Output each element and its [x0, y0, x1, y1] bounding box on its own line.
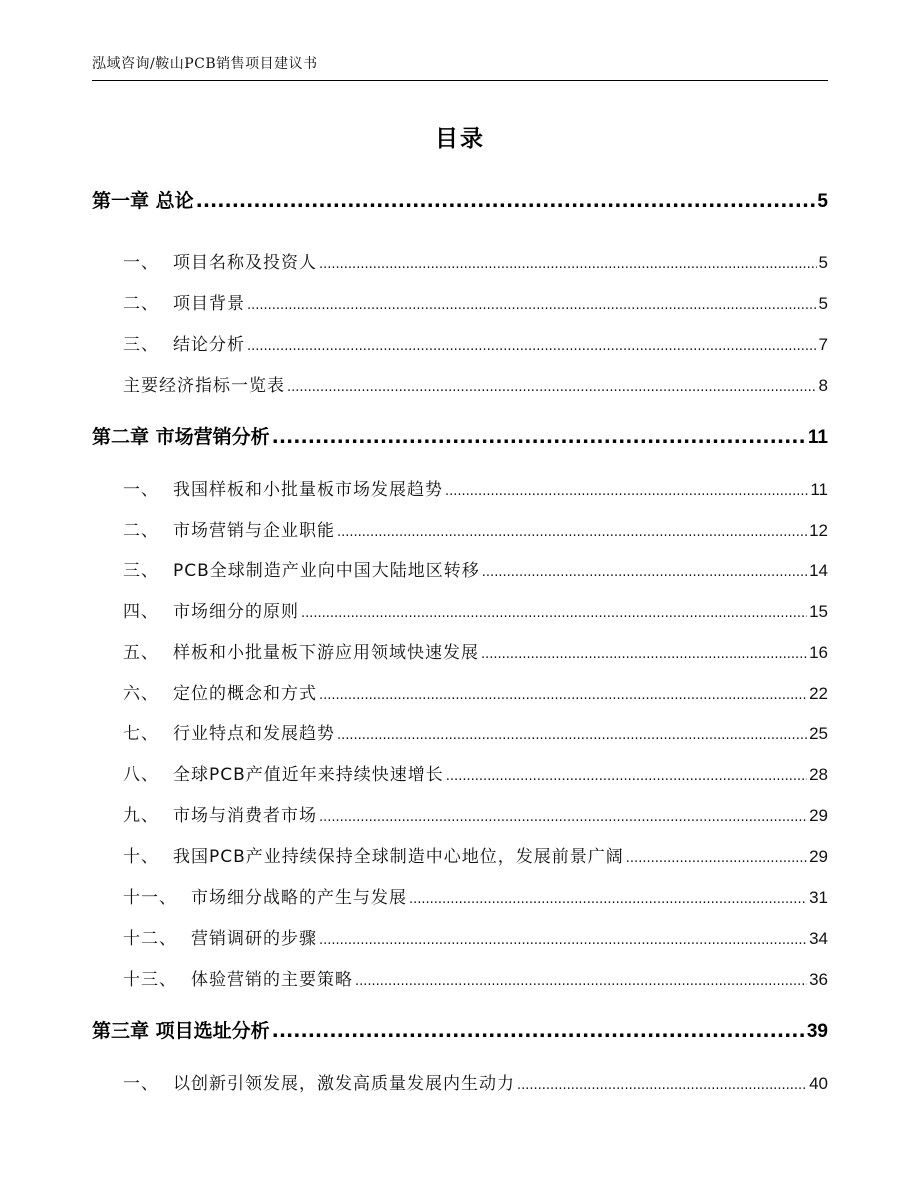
toc-section-entry[interactable]	[123, 556, 828, 581]
toc-entry-title: 结论分析	[173, 335, 245, 355]
toc-entry-number: 二、	[123, 294, 159, 314]
toc-page-number: 39	[806, 1021, 828, 1042]
toc-entry-title: 市场与消费者市场	[173, 806, 317, 826]
toc-entry-text	[123, 556, 480, 581]
toc-dot-leader	[247, 339, 817, 354]
toc-entry-number: 八、	[123, 765, 159, 785]
toc-entry-text	[123, 638, 479, 663]
toc-entry-text	[123, 289, 245, 314]
toc-dot-leader	[445, 484, 808, 499]
toc-page-number: 29	[809, 847, 828, 866]
toc-entry-text	[92, 186, 194, 213]
toc-section-entry[interactable]	[123, 842, 828, 867]
toc-entry-number: 四、	[123, 602, 159, 622]
toc-dot-leader	[355, 974, 807, 989]
toc-entry-title: 定位的概念和方式	[173, 684, 317, 704]
toc-entry-text	[123, 1069, 515, 1094]
toc-entry-text	[92, 1016, 270, 1043]
toc-entry-number: 一、	[123, 480, 159, 500]
toc-dot-leader	[196, 190, 816, 212]
toc-section-entry[interactable]	[123, 475, 828, 500]
toc-section-entry[interactable]	[123, 330, 828, 355]
toc-section-entry[interactable]	[123, 597, 828, 622]
toc-section-entry[interactable]	[123, 1069, 828, 1094]
toc-page-number: 34	[809, 929, 828, 948]
toc-entry-text	[123, 248, 317, 273]
toc-entry-number: 二、	[123, 521, 159, 541]
toc-entry-text	[92, 422, 270, 449]
toc-entry-text	[123, 371, 285, 396]
toc-page-number: 29	[809, 806, 828, 825]
toc-page-number: 25	[809, 724, 828, 743]
toc-page-number: 12	[809, 521, 828, 540]
toc-entry-number: 五、	[123, 643, 159, 663]
toc-entry-text	[123, 516, 335, 541]
running-header: 泓域咨询/鞍山PCB销售项目建议书	[92, 56, 318, 72]
toc-dot-leader	[446, 769, 807, 784]
toc-entry-title: 体验营销的主要策略	[191, 970, 353, 990]
toc-page-number: 15	[809, 602, 828, 621]
toc-entry-title: 以创新引领发展，激发高质量发展内生动力	[173, 1074, 515, 1094]
toc-page-number: 40	[809, 1074, 828, 1093]
toc-section-entry[interactable]	[123, 679, 828, 704]
toc-entry-number: 七、	[123, 724, 159, 744]
toc-page-number: 11	[810, 480, 828, 499]
toc-dot-leader	[517, 1078, 807, 1093]
toc-page-number: 14	[809, 561, 828, 580]
toc-entry-number: 一、	[123, 1074, 159, 1094]
toc-entry-number: 一、	[123, 253, 159, 273]
toc-section-entry[interactable]	[123, 760, 828, 785]
toc-page-number: 5	[818, 294, 828, 313]
toc-title: 目录	[435, 126, 485, 152]
toc-entry-title: 市场细分的原则	[173, 602, 299, 622]
toc-entry-text	[123, 842, 624, 867]
toc-dot-leader	[319, 933, 807, 948]
toc-page-number: 5	[818, 253, 828, 272]
toc-entry-number: 六、	[123, 684, 159, 704]
toc-page-number: 28	[809, 765, 828, 784]
toc-entry-number: 十、	[123, 847, 159, 867]
toc-section-entry[interactable]	[123, 516, 828, 541]
toc-dot-leader	[482, 565, 807, 580]
toc-chapter-entry[interactable]	[92, 1016, 828, 1043]
toc-page-number: 8	[818, 376, 828, 395]
toc-entry-number: 三、	[123, 561, 159, 581]
toc-section-entry[interactable]	[123, 248, 828, 273]
toc-entry-title: 主要经济指标一览表	[123, 376, 285, 396]
toc-entry-number: 九、	[123, 806, 159, 826]
toc-entry-title: 全球PCB产值近年来持续快速增长	[173, 765, 444, 785]
toc-entry-text	[123, 883, 407, 908]
toc-dot-leader	[319, 257, 817, 272]
toc-page-number: 5	[817, 191, 828, 212]
toc-entry-title: 第二章 市场营销分析	[92, 426, 270, 448]
toc-entry-text	[123, 475, 443, 500]
header-divider	[92, 80, 828, 81]
toc-dot-leader	[272, 1020, 805, 1042]
toc-entry-title: 市场细分战略的产生与发展	[191, 888, 407, 908]
toc-entry-text	[123, 801, 317, 826]
toc-entry-title: 项目名称及投资人	[173, 253, 317, 273]
toc-entry-title: 我国PCB产业持续保持全球制造中心地位，发展前景广阔	[173, 847, 624, 867]
toc-section-entry[interactable]	[123, 965, 828, 990]
toc-entry-text	[123, 965, 353, 990]
toc-section-entry[interactable]	[123, 924, 828, 949]
toc-entry-title: 第三章 项目选址分析	[92, 1020, 270, 1042]
toc-section-entry[interactable]	[123, 883, 828, 908]
toc-entry-title: 我国样板和小批量板市场发展趋势	[173, 480, 443, 500]
toc-entry-title: 样板和小批量板下游应用领域快速发展	[173, 643, 479, 663]
toc-page-number: 7	[818, 335, 828, 354]
toc-dot-leader	[272, 426, 806, 448]
toc-chapter-entry[interactable]	[92, 186, 828, 213]
toc-entry-number: 十二、	[123, 929, 177, 949]
toc-dot-leader	[481, 647, 807, 662]
toc-page-number: 22	[809, 684, 828, 703]
toc-entry-title: 第一章 总论	[92, 190, 194, 212]
toc-page-number: 31	[809, 888, 828, 907]
toc-dot-leader	[626, 851, 807, 866]
toc-section-entry[interactable]	[123, 371, 828, 396]
toc-entry-title: 行业特点和发展趋势	[173, 724, 335, 744]
toc-page-number: 16	[809, 643, 828, 662]
toc-entry-text	[123, 597, 299, 622]
toc-dot-leader	[319, 688, 807, 703]
toc-entry-number: 三、	[123, 335, 159, 355]
toc-entry-text	[123, 760, 444, 785]
toc-entry-text	[123, 330, 245, 355]
toc-page-number: 11	[807, 427, 828, 448]
toc-section-entry[interactable]	[123, 801, 828, 826]
toc-entry-text	[123, 719, 335, 744]
toc-page-number: 36	[809, 970, 828, 989]
toc-entry-number: 十一、	[123, 888, 177, 908]
toc-entry-number: 十三、	[123, 970, 177, 990]
toc-dot-leader	[301, 606, 807, 621]
toc-entry-text	[123, 679, 317, 704]
toc-chapter-entry[interactable]	[92, 422, 828, 449]
toc-entry-title: 项目背景	[173, 294, 245, 314]
toc-entry-title: 营销调研的步骤	[191, 929, 317, 949]
toc-section-entry[interactable]	[123, 289, 828, 314]
toc-dot-leader	[409, 892, 807, 907]
toc-section-entry[interactable]	[123, 719, 828, 744]
toc-dot-leader	[247, 298, 817, 313]
toc-entry-title: 市场营销与企业职能	[173, 521, 335, 541]
toc-dot-leader	[319, 810, 807, 825]
toc-dot-leader	[287, 380, 817, 395]
toc-dot-leader	[337, 728, 807, 743]
toc-dot-leader	[337, 525, 807, 540]
toc-entry-title: PCB全球制造产业向中国大陆地区转移	[173, 561, 480, 581]
toc-section-entry[interactable]	[123, 638, 828, 663]
toc-entry-text	[123, 924, 317, 949]
